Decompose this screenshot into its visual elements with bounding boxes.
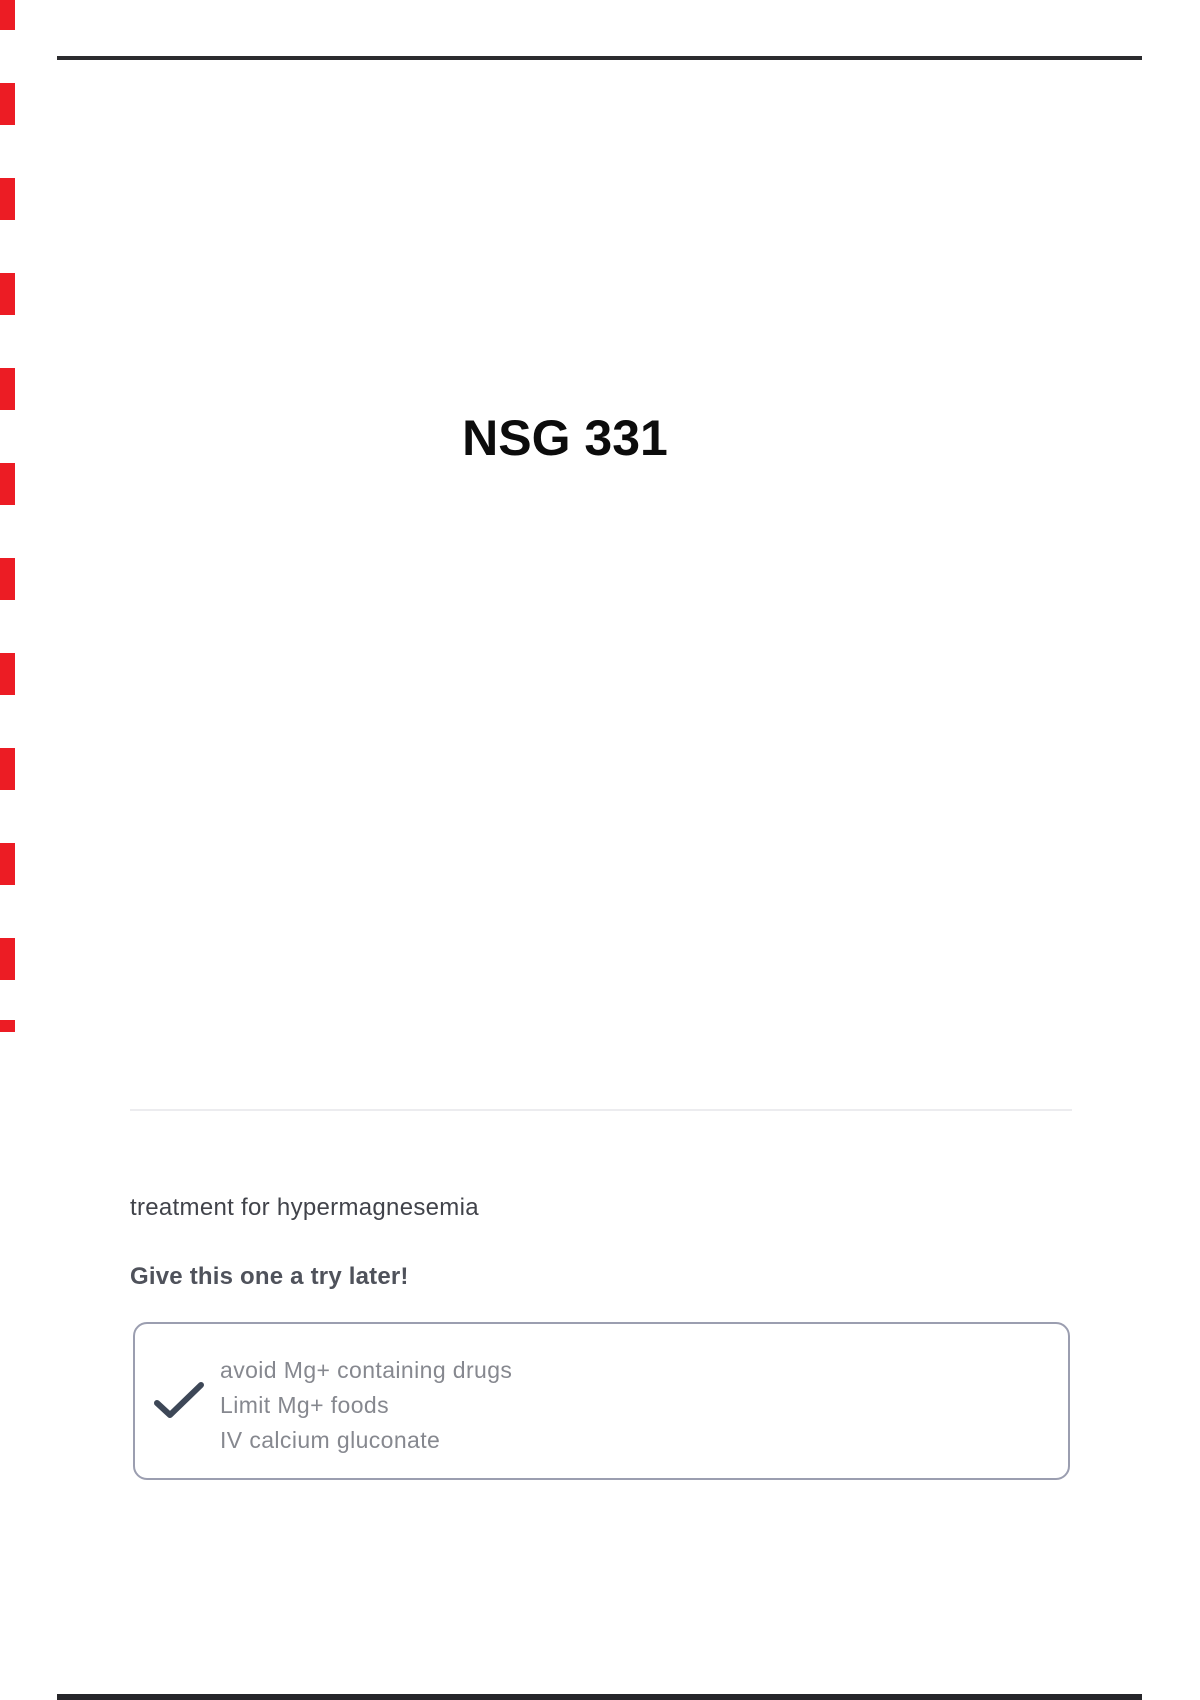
checkmark-icon: [151, 1380, 207, 1422]
answer-line: IV calcium gluconate: [220, 1427, 441, 1453]
page-title: NSG 331: [462, 410, 668, 466]
left-edge-print-marks: [0, 0, 15, 1032]
card-divider: [130, 1109, 1072, 1111]
answer-box[interactable]: [133, 1322, 1070, 1480]
retry-prompt: Give this one a try later!: [130, 1263, 409, 1290]
answer-lines: [220, 1353, 512, 1458]
answer-line: Limit Mg+ foods: [220, 1392, 389, 1418]
bottom-rule: [57, 1694, 1142, 1700]
answer-line: avoid Mg+ containing drugs: [220, 1357, 513, 1383]
question-text: treatment for hypermagnesemia: [130, 1194, 479, 1221]
top-rule: [57, 56, 1142, 60]
